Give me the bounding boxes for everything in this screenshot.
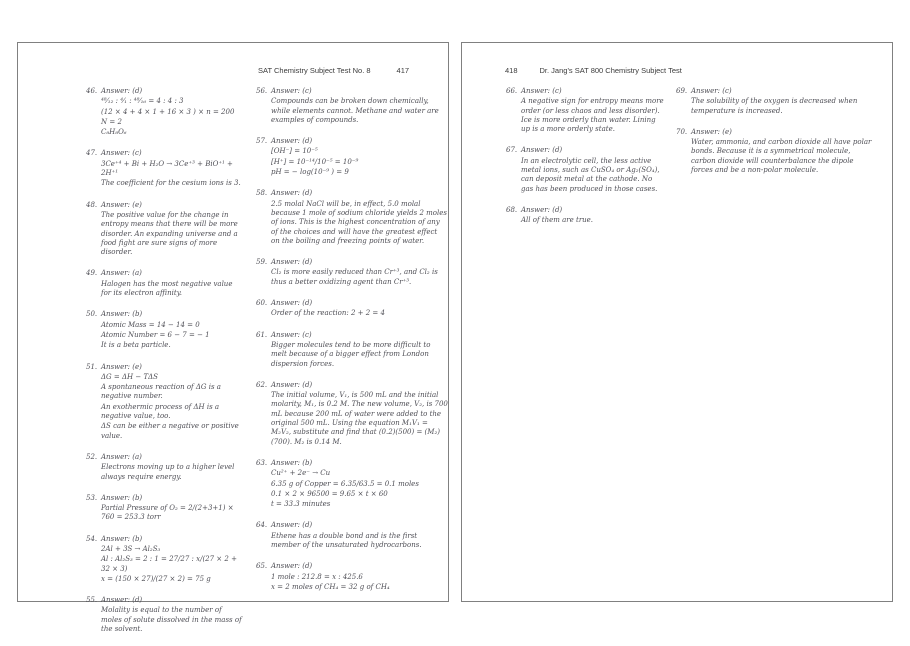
answer-line: An exothermic process of ΔH is a negative value, too. xyxy=(101,402,220,421)
answer-label: Answer: (d) xyxy=(271,137,313,146)
answer-label: Answer: (d) xyxy=(271,258,313,267)
answer-body xyxy=(691,87,876,117)
answer-line: Partial Pressure of O₂ = 2/(2+3+1) × 760 = 253.3 torr xyxy=(101,504,234,522)
answer-number: 69. xyxy=(676,87,688,95)
answer-label: Answer: (b) xyxy=(271,458,313,467)
answer-line: The solubility of the oxygen is decreased when temperature is increased. xyxy=(691,97,858,115)
answer-item xyxy=(86,87,244,138)
answer-number: 66. xyxy=(506,87,518,95)
answer-line: Water, ammonia, and carbon dioxide all have polar bonds. Because it is a symmetrical molecule, carbon dioxide will counterbalance the dipole forces and be a non-polar molecule. xyxy=(691,138,872,175)
page-columns xyxy=(18,87,448,646)
answer-item xyxy=(256,258,448,288)
answer-line: 2.5 molal NaCl will be, in effect, 5.0 molal because 1 mole of sodium chloride yields 2 moles of ions. This is the highest concentration of any of the choices and will have the greatest effect on the boiling and freezing points of water. xyxy=(271,199,447,245)
answer-line: ⁴⁸⁄₁₂ : ⁴⁄₁ : ⁴⁸⁄₁₆ = 4 : 4 : 3 xyxy=(101,97,184,106)
answer-label: Answer: (b) xyxy=(101,493,143,502)
answer-body xyxy=(101,453,244,483)
answer-body xyxy=(521,146,666,194)
answer-line: Halogen has the most negative value for its electron affinity. xyxy=(101,279,233,298)
answer-line: t = 33.3 minutes xyxy=(271,500,331,509)
answer-item xyxy=(86,149,244,189)
answer-line: x = 2 moles of CH₄ = 32 g of CH₄ xyxy=(271,582,390,591)
answer-body xyxy=(101,149,244,189)
answer-item xyxy=(256,189,448,247)
answer-line: Ethene has a double bond and is the first member of the unsaturated hydrocarbons. xyxy=(271,531,422,549)
answer-item xyxy=(676,87,876,117)
answer-body xyxy=(271,258,448,288)
page-columns xyxy=(462,87,892,238)
answer-number: 57. xyxy=(256,137,268,146)
answer-label: Answer: (d) xyxy=(101,596,143,605)
answer-number: 50. xyxy=(86,310,98,319)
answer-body xyxy=(101,363,244,442)
answer-line: The coefficient for the cesium ions is 3. xyxy=(101,179,241,188)
answer-number: 68. xyxy=(506,205,518,214)
answer-item xyxy=(256,331,448,370)
answer-line: Electrons moving up to a higher level always require energy. xyxy=(101,463,235,481)
answers-column xyxy=(256,87,448,646)
answer-body xyxy=(691,128,876,176)
answer-body xyxy=(271,87,448,126)
answer-line: Compounds can be broken down chemically, while elements cannot. Methane and water are examples of compounds. xyxy=(271,97,439,124)
answer-item xyxy=(86,269,244,299)
answer-line: 0.1 × 2 × 96500 = 9.65 × t × 60 xyxy=(271,489,388,498)
answer-item xyxy=(86,494,244,524)
answer-number: 61. xyxy=(256,330,268,339)
answer-body xyxy=(271,137,448,178)
answer-line: N = 2 xyxy=(101,117,122,126)
answer-number: 59. xyxy=(256,258,268,267)
answer-item xyxy=(256,562,448,593)
answer-label: Answer: (d) xyxy=(271,521,313,530)
answer-line: The positive value for the change in entropy means that there will be more disorder. An expanding universe and a food fight are sure signs of more disorder. xyxy=(101,210,238,257)
answer-label: Answer: (d) xyxy=(521,205,563,214)
page-number: 418 xyxy=(505,66,518,75)
answer-line: ΔG = ΔH − TΔS xyxy=(101,372,158,381)
answer-line: Atomic Mass = 14 − 14 = 0 xyxy=(101,320,200,329)
answer-line: pH = − log(10⁻⁹ ) = 9 xyxy=(271,168,349,177)
answer-item xyxy=(676,128,876,176)
answer-number: 53. xyxy=(86,493,98,502)
answer-line: ΔS can be either a negative or positive value. xyxy=(101,422,239,440)
answer-body xyxy=(271,331,448,370)
answer-label: Answer: (a) xyxy=(101,452,142,461)
answer-item xyxy=(506,87,666,135)
answer-line: x = (150 × 27)/(27 × 2) = 75 g xyxy=(101,574,211,583)
answer-item xyxy=(86,201,244,259)
answer-item xyxy=(86,363,244,442)
answer-label: Answer: (e) xyxy=(101,362,142,371)
answer-item xyxy=(256,137,448,178)
header-title: Dr. Jang's SAT 800 Chemistry Subject Test xyxy=(539,66,682,75)
answer-label: Answer: (c) xyxy=(271,330,312,339)
answer-item xyxy=(256,381,448,448)
answer-label: Answer: (d) xyxy=(271,380,313,389)
answer-line: All of them are true. xyxy=(521,216,594,225)
answer-line: The initial volume, V₁, is 500 mL and the initial molarity, M₁, is 0.2 M. The new volume, V₂, is 700 mL because 200 mL of water were added to the original 500 mL. Using the equation M₁V₁ = M₂V₂, substitute and find that (0.2)(500) = (M₂)(700). M₂ is 0.14 M. xyxy=(271,391,448,446)
answer-item xyxy=(86,453,244,483)
answer-number: 47. xyxy=(86,149,98,158)
answer-label: Answer: (c) xyxy=(691,87,732,95)
answer-label: Answer: (d) xyxy=(271,299,313,308)
answer-number: 60. xyxy=(256,299,268,308)
answer-item xyxy=(86,310,244,351)
answer-line: 1 mole : 212.8 = x : 425.6 xyxy=(271,572,363,581)
answer-label: Answer: (d) xyxy=(101,87,143,95)
answer-line: Atomic Number = 6 − 7 = − 1 xyxy=(101,330,210,339)
answers-column xyxy=(676,87,876,238)
answer-number: 52. xyxy=(86,452,98,461)
answer-body xyxy=(521,206,666,227)
answer-body xyxy=(101,535,244,585)
answer-line: Cu²⁺ + 2e⁻ → Cu xyxy=(271,469,331,478)
answer-item xyxy=(256,459,448,510)
answer-number: 49. xyxy=(86,269,98,278)
answer-label: Answer: (a) xyxy=(101,269,142,278)
answer-number: 64. xyxy=(256,521,268,530)
answer-line: In an electrolytic cell, the less active metal ions, such as CuSO₄ or Ag₂(SO₄), can deposit metal at the cathode. No gas has been produced in those cases. xyxy=(521,156,660,193)
answers-column xyxy=(506,87,666,238)
answer-body xyxy=(521,87,666,135)
answer-line: A spontaneous reaction of ΔG is a negative number. xyxy=(101,383,221,401)
answer-body xyxy=(271,189,448,247)
answer-number: 65. xyxy=(256,562,268,571)
answer-number: 67. xyxy=(506,146,518,155)
answer-label: Answer: (c) xyxy=(101,149,142,158)
answer-label: Answer: (b) xyxy=(101,534,143,543)
answer-label: Answer: (e) xyxy=(691,127,732,136)
answer-label: Answer: (c) xyxy=(271,87,312,95)
answer-line: 6.35 g of Copper = 6.35/63.5 = 0.1 moles xyxy=(271,479,419,488)
page-right xyxy=(461,42,893,602)
answer-body xyxy=(101,87,244,138)
answer-line: Bigger molecules tend to be more difficult to melt because of a bigger effect from London dispersion forces. xyxy=(271,340,431,368)
answer-label: Answer: (d) xyxy=(521,146,563,155)
answer-line: [OH⁻] = 10⁻⁵ xyxy=(271,147,318,156)
answer-number: 58. xyxy=(256,189,268,198)
answer-line: It is a beta particle. xyxy=(101,341,171,350)
answer-body xyxy=(271,299,448,320)
answer-item xyxy=(256,521,448,551)
answer-item xyxy=(506,206,666,227)
answer-body xyxy=(271,459,448,510)
answer-line: 2Al + 3S → Al₂S₃ xyxy=(101,544,161,553)
answer-label: Answer: (d) xyxy=(271,189,313,198)
answer-number: 55. xyxy=(86,596,98,605)
page-number: 417 xyxy=(396,66,410,75)
answer-item xyxy=(86,596,244,635)
header-title: SAT Chemistry Subject Test No. 8 xyxy=(258,66,371,75)
answer-label: Answer: (b) xyxy=(101,310,143,319)
answer-label: Answer: (c) xyxy=(521,87,562,95)
answer-number: 46. xyxy=(86,87,98,95)
answer-line: 3Ce⁺⁴ + Bi + H₂O → 3Ce⁺³ + BiO⁺¹ + 2H⁺¹ xyxy=(101,159,233,178)
answer-body xyxy=(101,494,244,524)
answer-body xyxy=(271,521,448,551)
answer-line: Molality is equal to the number of moles of solute dissolved in the mass of the solvent. xyxy=(101,606,242,634)
answer-body xyxy=(271,562,448,593)
answer-item xyxy=(86,535,244,585)
answer-line: (12 × 4 + 4 × 1 + 16 × 3 ) × n = 200 xyxy=(101,107,235,116)
answer-item xyxy=(506,146,666,194)
answer-line: Order of the reaction: 2 + 2 = 4 xyxy=(271,309,385,318)
answer-line: C₈H₈O₆ xyxy=(101,128,127,137)
answer-line: [H⁺] = 10⁻¹⁴/10⁻⁵ = 10⁻⁹ xyxy=(271,157,359,166)
answer-body xyxy=(101,269,244,299)
answer-number: 63. xyxy=(256,458,268,467)
page-header xyxy=(462,43,892,75)
answer-label: Answer: (e) xyxy=(101,200,142,209)
answer-body xyxy=(101,310,244,351)
answer-body xyxy=(101,596,244,635)
answer-number: 48. xyxy=(86,200,98,209)
answer-number: 54. xyxy=(86,534,98,543)
answer-line: Al : Al₂S₃ = 2 : 1 = 27/27 : x/(27 × 2 + 32 × 3) xyxy=(101,555,237,573)
page-header xyxy=(18,43,448,75)
answer-line: Cl₂ is more easily reduced than Cr⁺³, and Cl₂ is thus a better oxidizing agent than Cr⁺³. xyxy=(271,268,438,286)
answer-item xyxy=(256,87,448,126)
answer-label: Answer: (d) xyxy=(271,562,313,571)
answer-number: 51. xyxy=(86,362,98,371)
answer-item xyxy=(256,299,448,320)
answer-body xyxy=(271,381,448,448)
answer-number: 62. xyxy=(256,380,268,389)
answer-number: 70. xyxy=(676,127,688,136)
answer-body xyxy=(101,201,244,259)
answers-column xyxy=(86,87,244,646)
answer-number: 56. xyxy=(256,87,268,95)
answer-line: A negative sign for entropy means more order (or less chaos and less disorder). Ice is more orderly than water. Lining up is a more orderly state. xyxy=(521,97,664,134)
page-left xyxy=(17,42,449,634)
